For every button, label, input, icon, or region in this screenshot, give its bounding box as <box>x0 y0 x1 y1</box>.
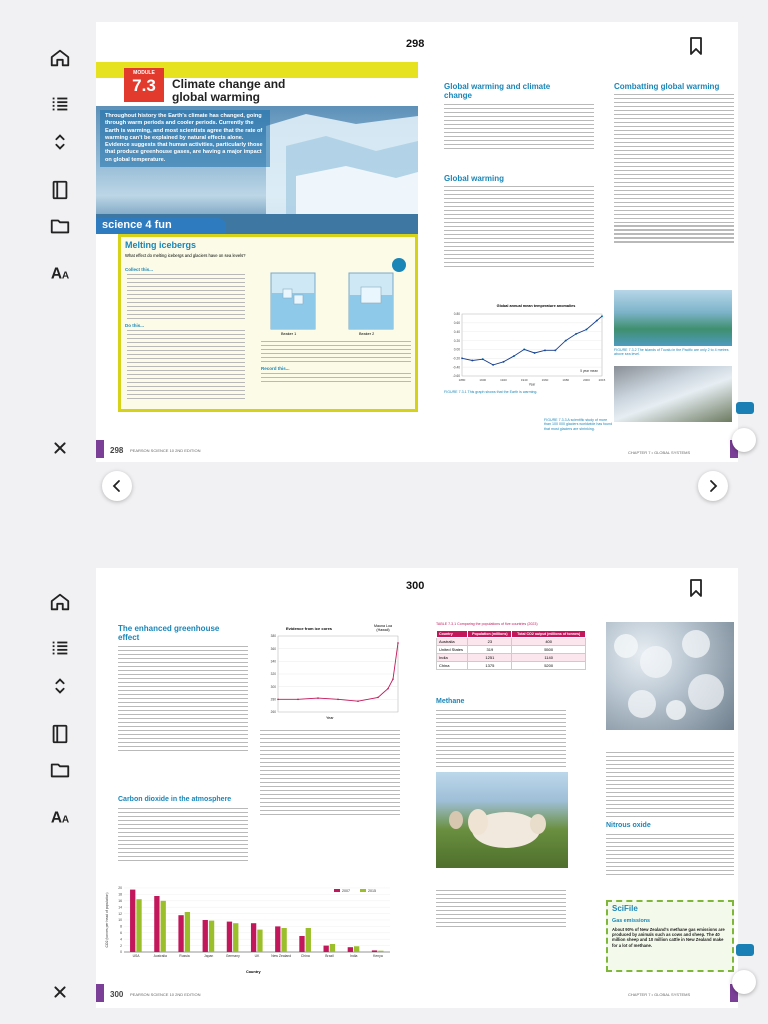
close-icon[interactable] <box>46 978 74 1006</box>
gw-body <box>444 104 594 152</box>
bar-2015 <box>354 946 359 952</box>
data-point <box>397 642 399 644</box>
beaker1-label: Beaker 1 <box>281 332 297 336</box>
do-heading: Do this... <box>125 323 144 328</box>
data-point <box>337 699 339 701</box>
scifile-heading: Gas emissions <box>612 918 651 924</box>
y-tick-label: 340 <box>270 659 276 664</box>
intro-text: Throughout history the Earth's climate has changed, going through warm periods and cooler periods. Currently the Earth is warming, and most scientists agree that the rate of warming can't be explained by natural effects alone. Evidence suggests that human activities, particularly those that produce greenhouse gases, are having a major impact on global temperature. <box>100 110 270 167</box>
home-icon[interactable] <box>46 44 74 72</box>
text-size-icon[interactable] <box>46 258 74 286</box>
activity-question: What effect do melting icebergs and glaciers have on sea levels? <box>125 253 246 258</box>
activity-box <box>118 234 418 412</box>
scifile-box <box>606 900 734 972</box>
legend-label: 5 year mean <box>580 369 598 373</box>
y-tick-label: 6 <box>120 931 122 935</box>
table-cell: Australia <box>437 638 468 646</box>
bar-2007 <box>178 915 183 952</box>
y-tick-label: 2 <box>120 943 122 948</box>
co2-body <box>118 808 248 864</box>
permafrost-body <box>606 752 734 820</box>
svg-text:A: A <box>50 265 63 283</box>
legend-label: 2007 <box>342 889 350 893</box>
glacier-photo-2 <box>614 366 732 422</box>
footer-chapter: CHAPTER 7 • GLOBAL SYSTEMS <box>628 450 691 455</box>
collect-heading: Collect this... <box>125 267 154 272</box>
bar-2007 <box>203 920 208 952</box>
x-tick-label: 1880 <box>458 378 466 382</box>
tuvalu-caption: FIGURE 7.3.2 The islands of Tuvalu in the Pacific are only 2 to 4 metres above sea level. <box>614 348 729 357</box>
methane-heading: Methane <box>436 698 465 705</box>
module-number: 7.3 <box>132 76 156 95</box>
table-cell: 1375 <box>468 662 512 670</box>
science-fun-label: science 4 fun <box>96 218 226 234</box>
bar-2015 <box>281 928 286 952</box>
y-tick-label: 300 <box>270 684 276 689</box>
x-tick-label: 1920 <box>500 378 507 382</box>
scifile-title: SciFile <box>612 904 638 913</box>
y-tick-label: 20 <box>118 886 122 891</box>
y-tick-label: -0.40 <box>452 365 460 370</box>
y-tick-label: 0.20 <box>453 338 460 343</box>
activity-title: Melting icebergs <box>125 240 197 250</box>
module-badge <box>124 68 164 102</box>
beaker2-label: Beaker 2 <box>359 332 375 336</box>
nitrous-body <box>606 834 734 878</box>
cows-photo <box>436 772 568 868</box>
bar-2007 <box>299 936 304 952</box>
x-tick-label: Kenya <box>373 954 383 958</box>
x-tick-label: 1940 <box>520 378 528 382</box>
module-label: MODULE <box>133 70 155 76</box>
bar-2007 <box>348 947 353 952</box>
table-header: Total CO2 output (millions of tonnes) <box>512 631 586 638</box>
scifile-text: About 90% of New Zealand's methane gas emissions are produced by animals such as cows and sheep. The 40 million sheep and 10 million cattle in New Zealand make for a lot of methane. <box>612 927 725 948</box>
bookmark-icon[interactable] <box>688 578 704 598</box>
table-cell: United States <box>437 646 468 654</box>
bar-2015 <box>306 928 311 952</box>
data-point <box>317 697 319 699</box>
table-cell: 5500 <box>512 646 586 654</box>
bar-2015 <box>330 944 335 952</box>
x-tick-label: Russia <box>179 954 190 958</box>
x-tick-label: Germany <box>225 954 240 958</box>
x-tick-label: Australia <box>153 954 167 958</box>
bar-2015 <box>257 930 262 952</box>
table-cell: 23 <box>468 638 512 646</box>
y-tick-label: -0.60 <box>452 374 460 379</box>
previous-page-button[interactable] <box>102 471 132 501</box>
table-cell: 5200 <box>512 662 586 670</box>
x-tick-label: UK <box>254 954 260 958</box>
chapter-tab <box>96 984 104 1002</box>
floating-action-button[interactable] <box>732 428 756 452</box>
y-tick-label: 10 <box>118 918 122 923</box>
page-spread-298 <box>96 22 738 462</box>
gw-heading: Global warming and climate change <box>444 82 551 100</box>
table-row <box>437 638 586 646</box>
bar-2015 <box>378 951 383 952</box>
close-icon[interactable] <box>46 434 74 462</box>
bar-2007 <box>227 922 232 952</box>
bar-2015 <box>161 901 166 952</box>
table-row <box>437 654 586 662</box>
bar-2007 <box>372 950 377 952</box>
glacier-caption: FIGURE 7.3.3 A scientific study of more than 100 000 glaciers worldwide has found that most glaciers are shrinking. <box>544 418 613 431</box>
y-tick-label: 280 <box>270 697 276 702</box>
table-row <box>437 646 586 654</box>
next-page-button[interactable] <box>698 471 728 501</box>
table-header: Country <box>437 631 468 638</box>
y-tick-label: 320 <box>270 672 276 677</box>
expand-icon[interactable] <box>46 128 74 156</box>
ice-core-chart <box>256 632 406 716</box>
bar-2015 <box>209 921 214 952</box>
folder-icon[interactable] <box>46 212 74 240</box>
footer-page-number: 300 <box>110 990 124 999</box>
floating-action-button[interactable] <box>732 970 756 994</box>
x-tick-label: China <box>300 954 310 958</box>
y-tick-label: 0.40 <box>453 329 460 334</box>
y-tick-label: 0.80 <box>453 312 460 317</box>
y-tick-label: 8 <box>120 924 122 929</box>
svg-text:A: A <box>50 809 63 827</box>
methane-bubbles-photo <box>606 622 734 730</box>
book-icon[interactable] <box>46 176 74 204</box>
bar-2007 <box>324 946 329 952</box>
svg-text:A: A <box>61 814 70 826</box>
table-cell: 400 <box>512 638 586 646</box>
book-icon[interactable] <box>46 720 74 748</box>
co2-body-right <box>260 730 400 818</box>
co2-chart-label: Mauna Loa (Hawaii) <box>374 624 392 632</box>
table-row <box>437 662 586 670</box>
record-heading: Record this... <box>261 366 290 371</box>
footer-chapter: CHAPTER 7 • GLOBAL SYSTEMS <box>628 992 691 997</box>
page-spread-300 <box>96 568 738 1008</box>
bookmark-icon[interactable] <box>688 36 704 56</box>
combat-heading: Combatting global warming <box>614 82 720 91</box>
y-tick-label: 18 <box>118 892 122 897</box>
do-steps-cont <box>261 341 411 365</box>
bar-2015 <box>185 912 190 952</box>
table-header: Population (millions) <box>468 631 512 638</box>
page-number: 298 <box>406 38 425 50</box>
y-tick-label: 12 <box>118 911 122 916</box>
x-axis-label: Year <box>528 382 536 386</box>
chapter-tab <box>96 440 104 458</box>
do-steps <box>127 330 245 402</box>
gw2-body <box>444 186 594 270</box>
enhanced-heading: The enhanced greenhouse effect <box>118 624 220 642</box>
footer-title: PEARSON SCIENCE 10 2ND EDITION <box>130 448 201 453</box>
legend-swatch <box>360 889 366 892</box>
y-tick-label: 16 <box>118 899 122 903</box>
collect-list <box>127 274 245 322</box>
co2-chart-xlabel: Year <box>326 716 334 720</box>
contents-icon[interactable] <box>46 90 74 118</box>
table-caption: TABLE 7.3.1 Comparing the populations of five countries (2023) <box>436 622 538 626</box>
x-tick-label: India <box>350 954 358 958</box>
sidebar <box>0 0 90 1024</box>
methane-body-2 <box>436 890 566 930</box>
svg-text:A: A <box>61 270 70 282</box>
footer-page-number: 298 <box>110 446 124 455</box>
y-axis-label: CO2 (tonnes per head of population) <box>105 892 109 948</box>
y-tick-label: 0.60 <box>453 321 460 326</box>
note-marker-icon[interactable] <box>736 402 754 414</box>
home-icon[interactable] <box>46 588 74 616</box>
temp-chart-caption: FIGURE 7.3.1 This graph shows that the Earth is warming. <box>444 390 538 394</box>
x-tick-label: 1960 <box>541 378 549 382</box>
co2-chart-title: Evidence from ice cores <box>286 626 333 631</box>
data-point <box>277 699 279 701</box>
note-marker-icon[interactable] <box>736 944 754 956</box>
enhanced-body <box>118 646 248 754</box>
beakers-diagram <box>261 245 411 340</box>
y-tick-label: 4 <box>120 937 122 942</box>
legend-swatch <box>334 889 340 892</box>
table-cell: 319 <box>468 646 512 654</box>
y-tick-label: 0.00 <box>453 347 460 352</box>
x-tick-label: 2015 <box>598 378 606 382</box>
table-cell: China <box>437 662 468 670</box>
x-tick-label: Japan <box>204 954 214 958</box>
y-tick-label: -0.20 <box>452 356 460 361</box>
x-tick-label: Brazil <box>325 954 334 958</box>
x-tick-label: USA <box>132 954 140 958</box>
footer-title: PEARSON SCIENCE 10 2ND EDITION <box>130 992 201 997</box>
population-table <box>436 630 586 670</box>
text-size-icon[interactable] <box>46 802 74 830</box>
bar-2007 <box>130 890 135 952</box>
bar-2007 <box>251 923 256 952</box>
y-tick-label: 260 <box>270 710 276 715</box>
bar-2015 <box>233 923 238 952</box>
tuvalu-photo <box>614 290 732 346</box>
folder-icon[interactable] <box>46 756 74 784</box>
nitrous-heading: Nitrous oxide <box>606 822 651 829</box>
bar-2007 <box>275 926 280 952</box>
data-point <box>392 678 394 680</box>
data-point <box>357 700 359 702</box>
co2-per-capita-bar-chart <box>102 882 394 970</box>
gw2-heading: Global warming <box>444 174 505 183</box>
data-point <box>387 688 389 690</box>
y-tick-label: 14 <box>118 905 122 910</box>
co2-heading: Carbon dioxide in the atmosphere <box>118 796 232 803</box>
bar-2015 <box>136 899 141 952</box>
bar-2007 <box>154 896 159 952</box>
temperature-anomaly-chart <box>444 308 608 386</box>
temp-chart-title: Global annual mean temperature anomalies <box>496 304 576 308</box>
table-cell: India <box>437 654 468 662</box>
legend-label: 2015 <box>368 889 376 893</box>
module-title: Climate change and global warming <box>172 77 286 104</box>
record-steps <box>261 373 411 385</box>
y-tick-label: 0 <box>120 950 122 955</box>
x-tick-label: 1900 <box>479 378 487 382</box>
y-tick-label: 360 <box>270 646 276 651</box>
expand-icon[interactable] <box>46 672 74 700</box>
bar-chart-xlabel: Country <box>246 970 261 974</box>
combat-body <box>614 94 734 245</box>
y-tick-label: 380 <box>270 634 276 639</box>
data-point <box>377 697 379 699</box>
x-tick-label: New Zealand <box>271 954 292 958</box>
page-number: 300 <box>406 580 425 592</box>
x-tick-label: 2000 <box>583 378 590 382</box>
table-cell: 1140 <box>512 654 586 662</box>
methane-body <box>436 710 566 770</box>
data-point <box>297 699 299 701</box>
plot-area <box>462 314 602 376</box>
table-cell: 1251 <box>468 654 512 662</box>
x-tick-label: 1980 <box>562 378 570 382</box>
contents-icon[interactable] <box>46 634 74 662</box>
